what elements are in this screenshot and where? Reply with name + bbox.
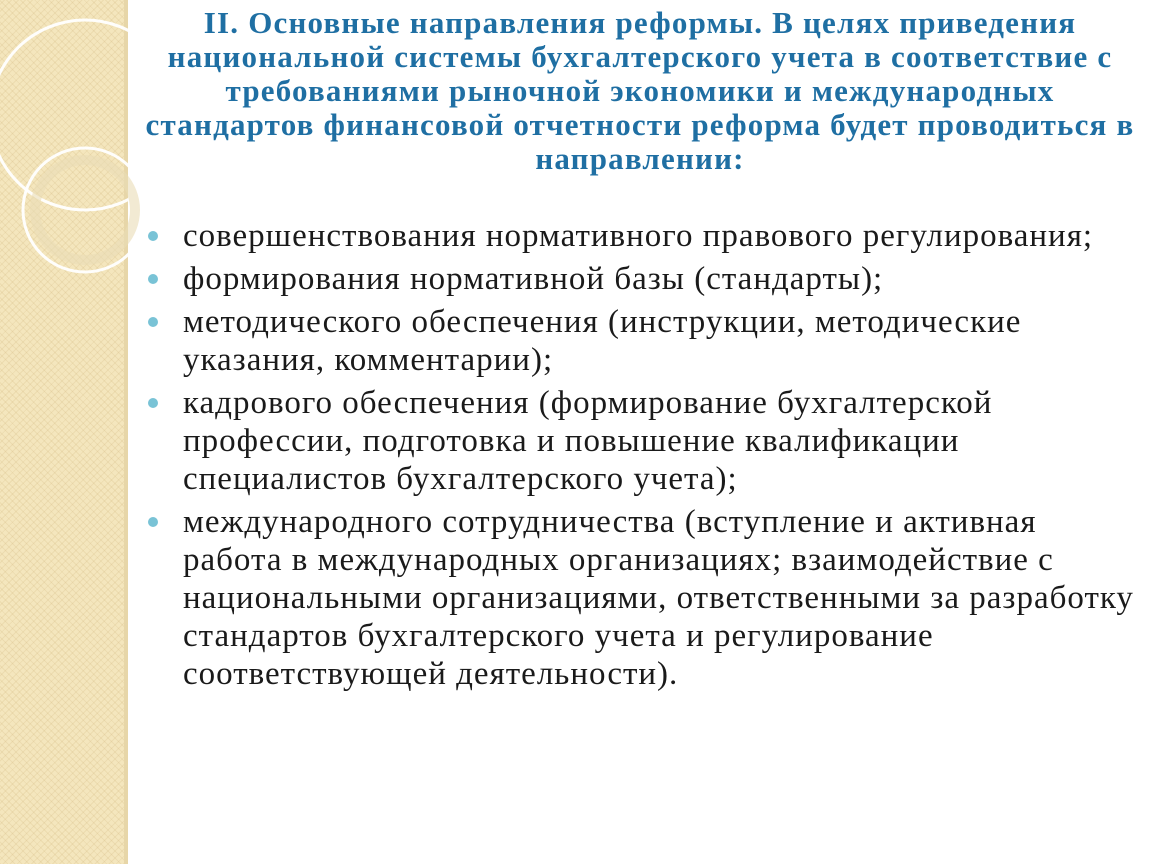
list-item [140,303,1140,379]
reform-directions-list [140,217,1140,698]
slide-title: II. Основные направления реформы. В целях приведения национальной системы бухгалтерского учета в соответствие с требованиями рыночной экономики и международных стандартов финансовой отчетности реформа будет проводиться в направлении: [145,5,1135,176]
list-item [140,217,1140,255]
list-item [140,260,1140,298]
list-item [140,503,1140,693]
bullet-icon [148,517,158,527]
bullet-icon [148,317,158,327]
list-item-text: совершенствования нормативного правового регулирования; [183,218,1094,254]
bullet-icon [148,398,158,408]
list-item-text: формирования нормативной базы (стандарты); [183,261,884,297]
bullet-icon [148,231,158,241]
list-item [140,384,1140,498]
list-item-text: методического обеспечения (инструкции, методические указания, комментарии); [183,304,1022,378]
list-item-text: международного сотрудничества (вступление и активная работа в международных организациях; взаимодействие с национальными организациями, ответственными за разработку стандартов бухгалтерского учета и регулирование соответствующей деятельности). [183,504,1134,692]
bullet-icon [148,274,158,284]
list-item-text: кадрового обеспечения (формирование бухгалтерской профессии, подготовка и повышение квалификации специалистов бухгалтерского учета); [183,385,993,497]
